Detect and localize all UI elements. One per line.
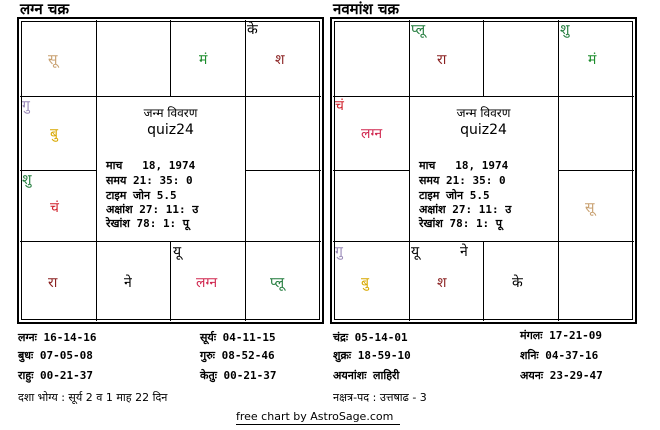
navamsa-top2-planet-1: प्लू xyxy=(411,22,426,38)
navamsa-top2-planet-2: रा xyxy=(437,52,447,68)
lagna-h5-planet-1: ने xyxy=(124,275,132,291)
pos-ketu: केतुः 00-21-37 xyxy=(200,369,277,382)
navamsa-left-planet-2: लग्न xyxy=(361,126,383,142)
navamsa-left-planet-1: चं xyxy=(335,98,344,114)
lagna-info-time: समय 21: 35: 0 xyxy=(106,174,193,187)
lagna-info-heading: जन्म विवरण xyxy=(143,106,198,120)
lagna-h3-planet-2: चं xyxy=(50,200,59,216)
pos-budh: बुधः 07-05-08 xyxy=(18,349,93,362)
lagna-h2-planet-1: गु xyxy=(22,98,30,114)
lagna-info-date: माच 18, 1974 xyxy=(106,159,196,172)
lagna-info-name: quiz24 xyxy=(147,122,194,138)
navamsa-bot1-planet-2: बु xyxy=(361,275,369,291)
navamsa-info-heading: जन्म विवरण xyxy=(456,106,511,120)
navamsa-top4-planet-2: मं xyxy=(588,52,597,68)
navamsa-top4-planet-1: शु xyxy=(560,22,570,38)
lagna-h12-planet-1: सू xyxy=(48,52,58,68)
navamsa-bot2-planet-1: यू xyxy=(411,244,420,260)
footer-underline xyxy=(236,424,400,425)
navamsa-info-latitude: अक्षांश 27: 11: उ xyxy=(419,203,512,216)
lagna-h10-planet-2: श xyxy=(275,52,285,68)
pos-shukra: शुक्रः 18-59-10 xyxy=(333,349,411,362)
navamsa-chart-title: नवमांश चक्र xyxy=(333,0,399,18)
lagna-h3-planet-1: शु xyxy=(22,172,32,188)
navamsa-bot2-planet-3: श xyxy=(437,275,447,291)
navamsa-info-date: माच 18, 1974 xyxy=(419,159,509,172)
lagna-info-timezone: टाइम जोन 5.5 xyxy=(106,189,177,202)
pos-mangal: मंगलः 17-21-09 xyxy=(520,329,603,342)
lagna-chart-title: लग्न चक्र xyxy=(20,0,69,18)
pos-surya: सूर्यः 04-11-15 xyxy=(200,331,276,344)
pos-ayan: अयनः 23-29-47 xyxy=(520,369,603,382)
lagna-h11-planet-1: मं xyxy=(199,52,208,68)
pos-chandra: चंद्रः 05-14-01 xyxy=(333,331,408,344)
lagna-info-latitude: अक्षांश 27: 11: उ xyxy=(106,203,199,216)
navamsa-bot3-planet-1: के xyxy=(512,275,523,291)
lagna-h10-planet-1: के xyxy=(247,22,258,38)
pos-lagna: लग्नः 16-14-16 xyxy=(18,331,97,344)
pos-guru: गुरुः 08-52-46 xyxy=(200,349,275,362)
lagna-h6-planet-1: यू xyxy=(173,244,182,260)
lagna-h2-planet-2: बु xyxy=(50,126,58,142)
navamsa-info-name: quiz24 xyxy=(460,122,507,138)
footer-credit: free chart by AstroSage.com xyxy=(236,410,394,423)
lagna-h4-planet-1: रा xyxy=(48,275,58,291)
navamsa-bot2-planet-2: ने xyxy=(460,244,468,260)
pos-rahu: राहुः 00-21-37 xyxy=(18,369,94,382)
lagna-h7-planet-1: प्लू xyxy=(270,275,285,291)
pos-shani: शनिः 04-37-16 xyxy=(520,349,599,362)
navamsa-info-timezone: टाइम जोन 5.5 xyxy=(419,189,490,202)
dasha-bhogya: दशा भोग्य : सूर्य 2 व 1 माह 22 दिन xyxy=(18,391,168,404)
lagna-h6-planet-2: लग्न xyxy=(196,275,218,291)
lagna-info-longitude: रेखांश 78: 1: पू xyxy=(106,217,190,230)
pos-ayanamsha: अयनांशः लाहिरी xyxy=(333,369,400,382)
nakshatra-pada: नक्षत्र-पद : उत्तषाढ - 3 xyxy=(333,391,427,404)
navamsa-info-time: समय 21: 35: 0 xyxy=(419,174,506,187)
navamsa-info-longitude: रेखांश 78: 1: पू xyxy=(419,217,503,230)
navamsa-right-planet-1: सू xyxy=(585,200,595,216)
navamsa-bot1-planet-1: गु xyxy=(335,244,343,260)
